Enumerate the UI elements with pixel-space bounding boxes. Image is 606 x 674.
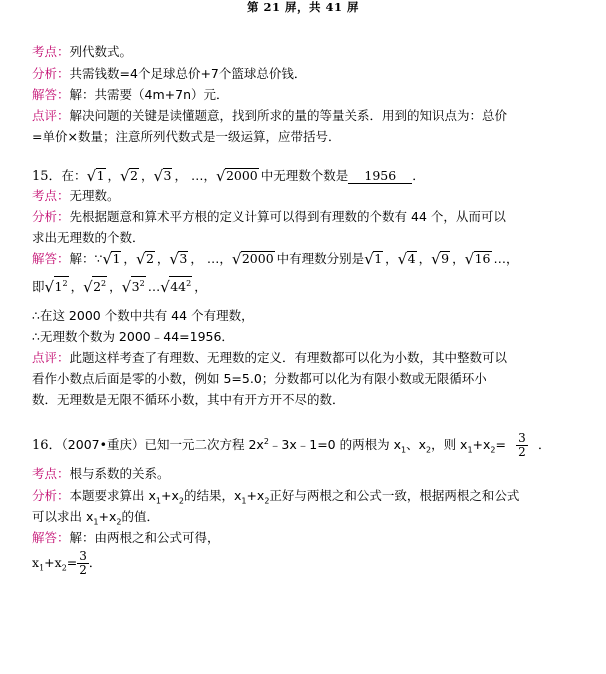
- q16-jieda: [32, 528, 220, 546]
- jieda-text: 解：由两根之和公式可得，: [69, 530, 220, 545]
- jieda-mid: 中有理数分别是: [276, 251, 365, 266]
- conclusion2: ∴无理数个数为 2000﹣44=1956．: [32, 329, 234, 344]
- ji-text: 即: [32, 279, 45, 295]
- kaodian-label: 考点：: [32, 188, 70, 203]
- sqrt-44-squared: √ $44^2$: [160, 276, 192, 294]
- q14-jieda: [32, 85, 229, 103]
- sqrt-perfect-16: √ 16: [464, 250, 491, 268]
- page-header: 第 21 屏，共 41 屏: [246, 0, 360, 14]
- q15-stem: 15．在： √ 1 ， √ 2 ， √ 3 ， …， √ 2000 中无理数个数是 1956 ．: [32, 167, 425, 185]
- q15-kaodian: [32, 186, 120, 204]
- q15-dianping-cont2: [32, 390, 345, 408]
- q15-conclusion1: [32, 306, 254, 324]
- fenxi-line2: 求出无理数的个数．: [32, 230, 145, 245]
- q15-jieda: 解答：解：∵ √ 1 ， √ 2 ， √ 3 ， …， √ 2000 中有理数分别是 √ 1 ， √ 4 ， √ 9 ， √ 16 …，: [32, 250, 519, 268]
- answer-fraction: $\frac{3}{2}$: [518, 431, 526, 459]
- dianping-line1: 此题这样考查了有理数、无理数的定义．有理数都可以化为小数，其中整数可以: [69, 350, 508, 365]
- sqrt-3-squared: √ $3^2$: [122, 276, 146, 294]
- q15-dianping-cont1: [32, 369, 487, 387]
- q16-fenxi: 分析：本题要求算出 $x_1+x_2$的结果，$x_1+x_2$正好与两根之和公式一致，根据两根之和公式: [32, 488, 520, 506]
- sqrt-3: √ 3: [153, 167, 172, 185]
- kaodian-text: 列代数式。: [69, 44, 133, 59]
- sqrt-2: √ 2: [120, 167, 138, 185]
- jieda-label: 解答：: [32, 530, 70, 545]
- stem: 已知一元二次方程 2x: [144, 437, 264, 452]
- dianping-line2: =单价×数量；注意所列代数式是一级运算，应带括号．: [32, 129, 341, 144]
- conclusion1: ∴在这 2000 个数中共有 44 个有理数，: [32, 308, 254, 323]
- kaodian-label: 考点：: [32, 466, 70, 481]
- q16-result: $x_1+x_2=$ $\frac{3}{2}$ ．: [32, 549, 102, 577]
- stem-pre: 在：: [61, 168, 87, 183]
- kaodian-label: 考点：: [32, 44, 70, 59]
- dianping-label: 点评：: [32, 108, 70, 123]
- q14-kaodian: [32, 42, 132, 60]
- ellipsis: …，: [206, 251, 232, 266]
- sqrt-perfect-4: √ 4: [397, 250, 416, 268]
- result-fraction: $\frac{3}{2}$: [79, 549, 87, 577]
- sqrt-perfect-9: √ 9: [431, 250, 450, 268]
- q15-fenxi: [32, 207, 506, 225]
- kaodian-text: 根与系数的关系。: [69, 466, 170, 481]
- answer-blank: [506, 432, 538, 459]
- q14-dianping-cont: [32, 127, 340, 145]
- fenxi-text: 共需钱数=4个足球总价+7个篮球总价钱．: [69, 66, 307, 81]
- q15-ji: 即 √ $1^2$ ， √ $2^2$ ， √ $3^2$ … √ $44^2$ ，: [32, 276, 207, 295]
- dianping-line1: 解决问题的关键是读懂题意，找到所求的量的等量关系．用到的知识点为：总价: [69, 108, 508, 123]
- stem-exp: 2: [263, 436, 269, 446]
- kaodian-text: 无理数。: [69, 188, 120, 203]
- dianping-line2: 看作小数点后面是零的小数，例如 5=5.0；分数都可以化为有限小数或无限循环小: [32, 371, 487, 386]
- dianping-line3: 数．无理数是无限不循环小数，其中有开方开不尽的数．: [32, 392, 345, 407]
- q15-conclusion2: [32, 327, 234, 345]
- fenxi-label: 分析：: [32, 488, 70, 503]
- sqrt-2000: √ 2000: [215, 167, 258, 185]
- q16-stem: 16．（2007•重庆）已知一元二次方程 $2x^2﹣3x﹣1=0$ 的两根为 $x_1$、$x_2$，则 $x_1+x_2=$ $\frac{3}{2}$ ．: [32, 431, 551, 459]
- question-number: 16．: [32, 438, 62, 453]
- sqrt-2: √ 2: [135, 250, 154, 268]
- sqrt-1: √ 1: [102, 250, 121, 268]
- because-text: 解：∵: [69, 251, 103, 266]
- fenxi-label: 分析：: [32, 66, 70, 81]
- sqrt-2-squared: √ $2^2$: [83, 276, 107, 294]
- stem-end: ．: [412, 168, 425, 183]
- q16-fenxi-cont: 可以求出 $x_1+x_2$的值．: [32, 509, 159, 527]
- answer-blank: 1956: [348, 168, 412, 184]
- dianping-label: 点评：: [32, 350, 70, 365]
- stem-rest: ﹣3x﹣1=0 的两根为 x: [268, 437, 401, 452]
- jieda-label: 解答：: [32, 251, 70, 266]
- q14-fenxi: [32, 64, 306, 82]
- q14-dianping: [32, 106, 507, 124]
- source: （2007•重庆）: [61, 437, 145, 452]
- fenxi-line1: 先根据题意和算术平方根的定义计算可以得到有理数的个数有 44 个，从而可以: [69, 209, 506, 224]
- sqrt-1-squared: √ $1^2$: [45, 276, 69, 294]
- ellipsis: …，: [190, 168, 216, 183]
- sqrt-2000: √ 2000: [231, 250, 274, 268]
- q15-fenxi-cont: [32, 228, 145, 246]
- stem-mid: 中无理数个数是: [260, 168, 349, 183]
- jieda-label: 解答：: [32, 87, 70, 102]
- q15-dianping: [32, 348, 507, 366]
- fenxi-label: 分析：: [32, 209, 70, 224]
- sqrt-perfect-1: √ 1: [364, 250, 383, 268]
- question-number: 15．: [32, 169, 62, 184]
- sqrt-1: √ 1: [86, 167, 105, 185]
- sqrt-3: √ 3: [169, 250, 188, 268]
- jieda-tail: …，: [493, 251, 519, 266]
- q16-kaodian: [32, 464, 170, 482]
- jieda-text: 解：共需要（4m+7n）元．: [69, 87, 229, 102]
